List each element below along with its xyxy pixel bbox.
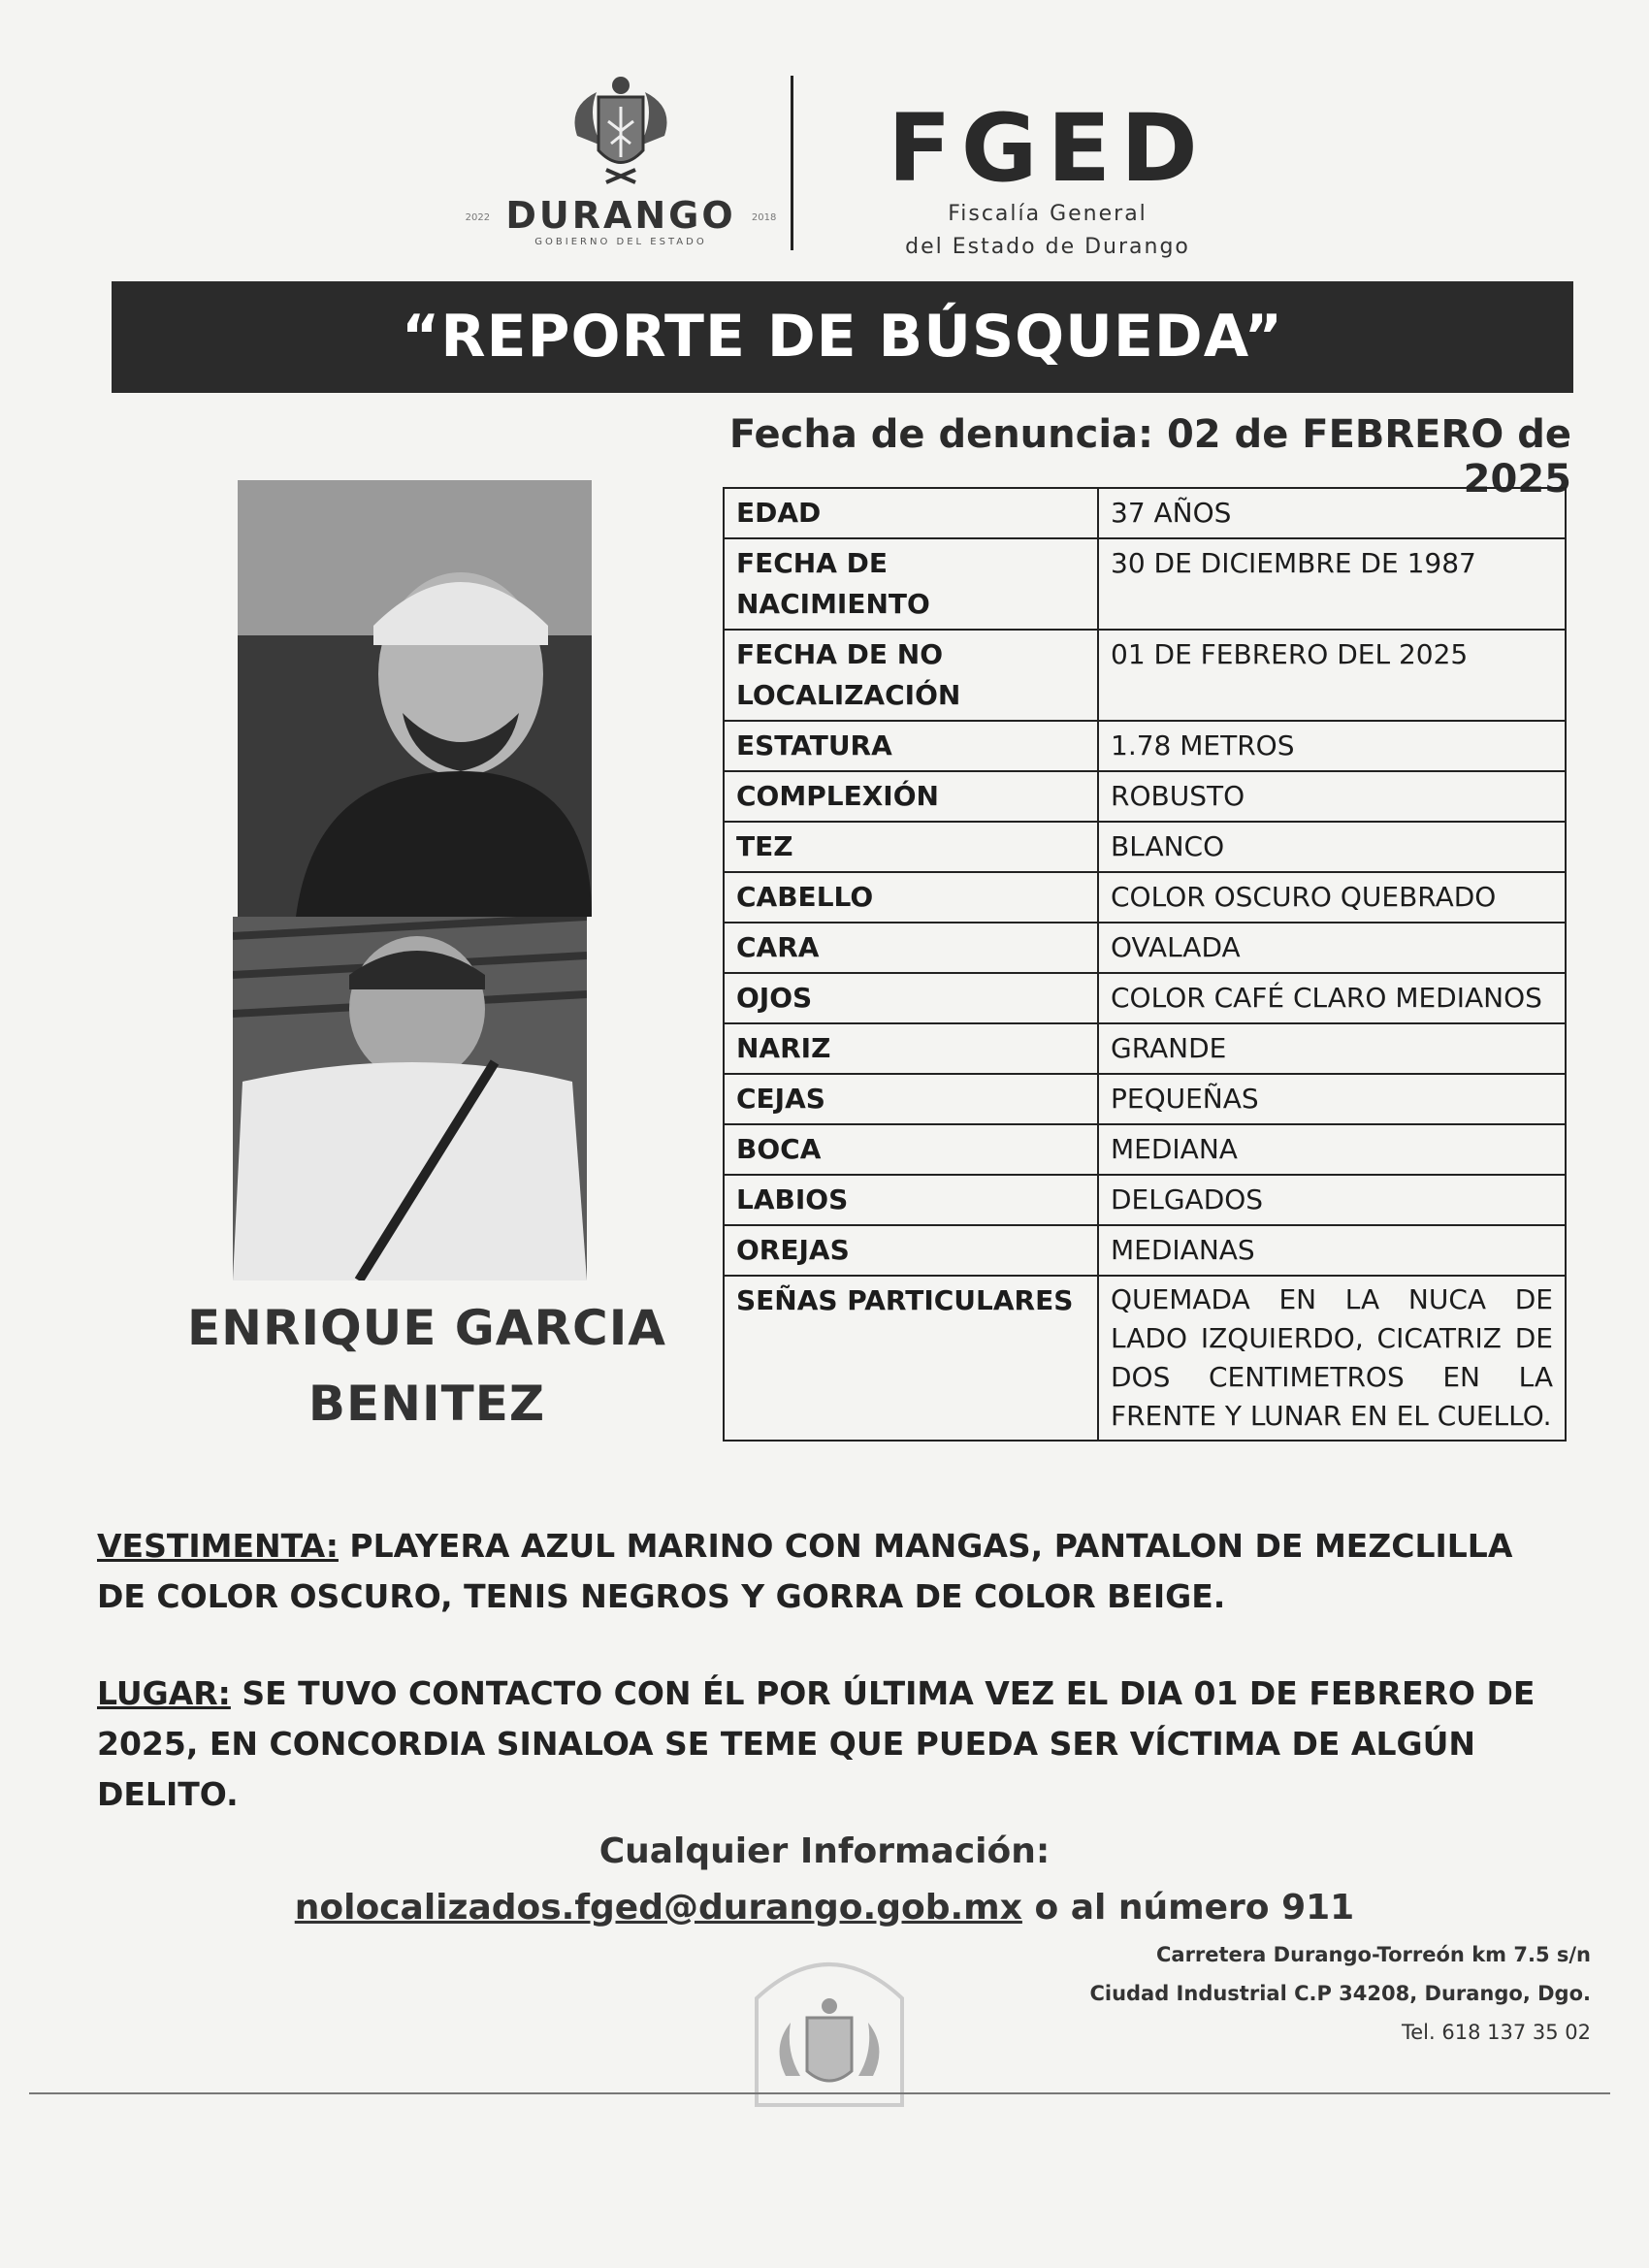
table-row [724, 1074, 1566, 1124]
detail-label: TEZ [724, 822, 1098, 872]
detail-label: FECHA DE NACIMIENTO [724, 538, 1098, 630]
detail-value: PEQUEÑAS [1098, 1074, 1566, 1124]
detail-label: OREJAS [724, 1225, 1098, 1276]
detail-value: COLOR CAFÉ CLARO MEDIANOS [1098, 973, 1566, 1023]
detail-label: EDAD [724, 488, 1098, 538]
table-row [724, 630, 1566, 721]
detail-value: 30 DE DICIEMBRE DE 1987 [1098, 538, 1566, 630]
detail-value: QUEMADA EN LA NUCA DE LADO IZQUIERDO, CICATRIZ DE DOS CENTIMETROS EN LA FRENTE Y LUNAR EN EL CUELLO. [1098, 1276, 1566, 1441]
place-label: LUGAR: [97, 1674, 231, 1712]
state-year-left: 2022 [465, 212, 491, 223]
table-row [724, 1175, 1566, 1225]
missing-person-name [155, 1290, 698, 1442]
agency-name-line1: Fiscalía General [948, 202, 1148, 226]
table-row [724, 1023, 1566, 1074]
contact-email-link[interactable]: nolocalizados.fged@durango.gob.mx [294, 1888, 1022, 1928]
detail-label: OJOS [724, 973, 1098, 1023]
detail-value: BLANCO [1098, 822, 1566, 872]
table-row [724, 488, 1566, 538]
missing-person-photo-1 [238, 480, 592, 917]
contact-heading: Cualquier Información: [598, 1831, 1051, 1871]
agency-name-line2: del Estado de Durango [905, 235, 1190, 259]
detail-value: GRANDE [1098, 1023, 1566, 1074]
detail-value: DELGADOS [1098, 1175, 1566, 1225]
address-line1: Carretera Durango-Torreón km 7.5 s/n [1155, 1943, 1591, 1966]
table-row [724, 822, 1566, 872]
table-row [724, 721, 1566, 771]
report-title-banner: “REPORTE DE BÚSQUEDA” [112, 281, 1573, 393]
agency-acronym: FGED [888, 94, 1208, 203]
table-row [724, 1225, 1566, 1276]
person-details-table [723, 487, 1567, 1442]
contact-line [291, 1880, 1358, 1936]
detail-label: ESTATURA [724, 721, 1098, 771]
state-name [456, 194, 786, 237]
table-row [724, 771, 1566, 822]
person-name-line2: BENITEZ [307, 1376, 546, 1432]
place-text: SE TUVO CONTACTO CON ÉL POR ÚLTIMA VEZ EL DIA 01 DE FEBRERO DE 2025, EN CONCORDIA SINALOA SE TEME QUE PUEDA SER VÍCTIMA DE ALGÚN DELITO. [97, 1674, 1536, 1813]
table-row [724, 1124, 1566, 1175]
detail-value: MEDIANAS [1098, 1225, 1566, 1276]
detail-value: ROBUSTO [1098, 771, 1566, 822]
state-year-right: 2018 [751, 212, 777, 223]
state-caption: GOBIERNO DEL ESTADO [534, 237, 707, 247]
table-row [724, 538, 1566, 630]
detail-label: NARIZ [724, 1023, 1098, 1074]
detail-label: CABELLO [724, 872, 1098, 923]
detail-label: SEÑAS PARTICULARES [724, 1276, 1098, 1441]
detail-value: 1.78 METROS [1098, 721, 1566, 771]
detail-label: CARA [724, 923, 1098, 973]
address-line2: Ciudad Industrial C.P 34208, Durango, Dgo. [1089, 1982, 1591, 2005]
detail-label: BOCA [724, 1124, 1098, 1175]
durango-state-logo [456, 68, 786, 252]
table-row [724, 923, 1566, 973]
detail-value: MEDIANA [1098, 1124, 1566, 1175]
header-divider [791, 76, 793, 250]
table-row [724, 872, 1566, 923]
contact-info [291, 1824, 1358, 1936]
agency-address [1048, 1935, 1591, 2052]
table-row [724, 1276, 1566, 1441]
detail-value: 01 DE FEBRERO DEL 2025 [1098, 630, 1566, 721]
clothing-text: PLAYERA AZUL MARINO CON MANGAS, PANTALON DE MEZCLILLA DE COLOR OSCURO, TENIS NEGROS Y GORRA DE COLOR BEIGE. [97, 1527, 1513, 1615]
detail-label: COMPLEXIÓN [724, 771, 1098, 822]
person-name-line1: ENRIQUE GARCIA [186, 1300, 666, 1356]
fged-logo [854, 94, 1242, 261]
contact-phone-text: o al número 911 [1021, 1888, 1355, 1928]
footer-divider [29, 2092, 1610, 2094]
detail-value: 37 AÑOS [1098, 488, 1566, 538]
address-tel: Tel. 618 137 35 02 [1402, 2021, 1591, 2044]
detail-label: LABIOS [724, 1175, 1098, 1225]
table-row [724, 973, 1566, 1023]
clothing-label: VESTIMENTA: [97, 1527, 339, 1565]
state-name-text: DURANGO [505, 194, 736, 237]
detail-value: OVALADA [1098, 923, 1566, 973]
durango-crest-icon [558, 68, 684, 194]
detail-label: CEJAS [724, 1074, 1098, 1124]
report-date: Fecha de denuncia: 02 de FEBRERO de 2025 [728, 412, 1571, 502]
detail-value: COLOR OSCURO QUEBRADO [1098, 872, 1566, 923]
durango-seal-icon [737, 1940, 922, 2115]
detail-label: FECHA DE NO LOCALIZACIÓN [724, 630, 1098, 721]
clothing-paragraph [97, 1521, 1571, 1622]
missing-person-photo-2 [233, 917, 587, 1280]
place-paragraph [97, 1669, 1571, 1820]
